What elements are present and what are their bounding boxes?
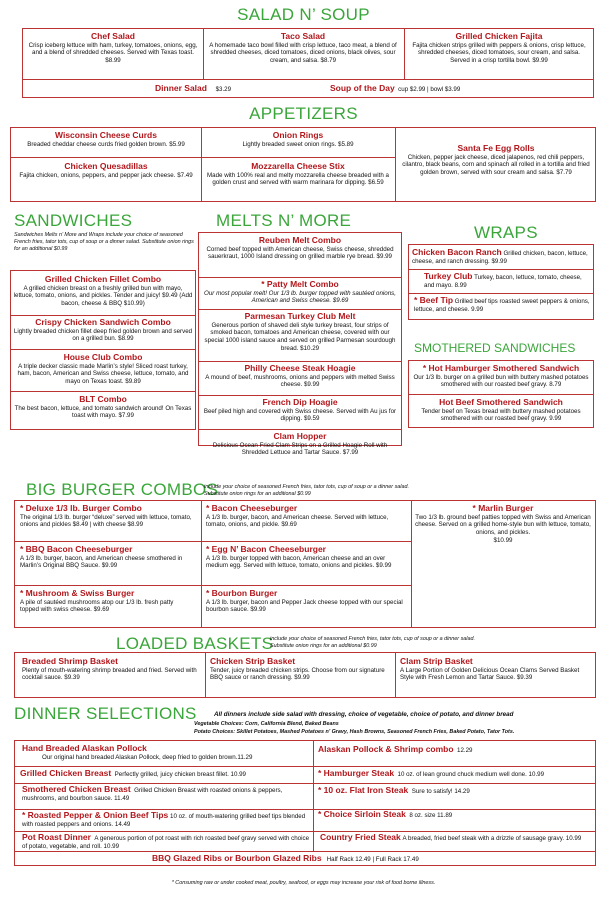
item-desc: A triple decker classic made Marlin’s style! Sliced roast turkey, ham, bacon, American and Swiss cheese, lettuce, tomato, and mayo on Texas toast. $9.89	[17, 362, 189, 386]
menu-item-roasted-beef-tips	[20, 809, 312, 830]
item-name: Breaded Shrimp Basket	[22, 656, 118, 666]
menu-item-grilled-chicken	[20, 768, 246, 779]
item-name: * Egg N’ Bacon Cheeseburger	[206, 544, 326, 554]
menu-item-cheese-curds	[12, 129, 200, 149]
menu-item-bbq-bacon-cheeseburger	[18, 543, 190, 571]
menu-item-blt	[11, 393, 195, 421]
dinner-note: All dinners include side salad with dressing, choice of vegetable, choice of potato, and dinner bread	[214, 711, 514, 718]
item-desc: Fajita chicken, onions, peppers, and pepper jack cheese. $7.49	[19, 171, 193, 179]
item-desc: 10 oz. of mouth-watering grilled beef tips blended with roasted peppers and onions. 14.49	[22, 813, 306, 828]
baskets-note-2: Substitute onion rings for an additional $0.99	[270, 643, 377, 649]
item-name: * Patty Melt Combo	[261, 279, 339, 289]
item-name: Smothered Chicken Breast	[22, 784, 131, 794]
item-desc: A generous portion of pot roast with rich roasted beef gravy served with choice of potato, vegetable, and roll. 10.99	[22, 835, 310, 850]
menu-item-taco-salad	[204, 30, 402, 66]
item-name: * Hot Hamburger Smothered Sandwich	[422, 363, 580, 373]
item-name: * Roasted Pepper & Onion Beef Tips	[22, 810, 169, 820]
menu-item-hot-hamburger	[409, 362, 593, 390]
item-desc: A grilled chicken breast on a freshly grilled bun with mayo, lettuce, tomato, onions, and pickles. Tender and juicy! $9.49 (Add bacon, cheese & BBQ $10.99)	[13, 284, 193, 308]
menu-item-pot-roast	[20, 831, 312, 852]
item-name: Alaskan Pollock & Shrimp combo	[318, 744, 454, 754]
menu-item-patty-melt	[199, 278, 401, 306]
menu-item-crispy-chicken	[11, 316, 195, 344]
item-desc: A breaded, fried beef steak with a drizzle of sausage gravy. 10.99	[402, 835, 582, 842]
item-desc: Lightly breaded chicken fillet deep fried golden brown and served on a grilled bun. $8.99	[13, 327, 193, 343]
appetizers-section-title: APPETIZERS	[249, 104, 358, 123]
item-name: * Choice Sirloin Steak	[318, 809, 406, 819]
menu-item-country-fried-steak	[318, 831, 594, 844]
item-name: Taco Salad	[280, 31, 326, 41]
menu-item-parmesan-turkey	[199, 310, 401, 354]
item-name: Chef Salad	[91, 31, 135, 41]
item-price: $10.99	[493, 536, 513, 544]
menu-item-reuben	[199, 234, 401, 262]
item-name: Turkey Club	[424, 271, 473, 281]
menu-item-smothered-chicken	[20, 783, 312, 804]
item-desc: Our original hand breaded Alaskan Pollock, deep fried to golden brown.11.29	[42, 753, 253, 761]
item-desc: Turkey, bacon, lettuce, tomato, cheese, and mayo. 8.99	[424, 274, 582, 289]
smothered-section-title: SMOTHERED SANDWICHES	[414, 341, 576, 355]
salad-section-title: SALAD N’ SOUP	[237, 5, 370, 24]
item-name: * Bourbon Burger	[206, 588, 278, 598]
menu-item-egg-bacon-cheeseburger	[204, 543, 408, 571]
item-desc: The best bacon, lettuce, and tomato sandwich around! On Texas toast with mayo. $7.99	[14, 404, 192, 420]
menu-item-chicken-bacon-ranch	[410, 246, 592, 267]
menu-item-hamburger-steak	[318, 768, 544, 779]
item-name: Soup of the Day	[330, 83, 395, 93]
item-name: House Club Combo	[63, 352, 143, 362]
menu-item-alaskan-pollock	[20, 742, 310, 762]
menu-item-mozzarella-stix	[202, 160, 394, 188]
menu-item-french-dip	[199, 396, 401, 424]
dinner-veg-choices: Vegetable Choices: Corn, California Blend, Baked Beans	[194, 721, 339, 727]
item-desc: Delicious Ocean Fried Clam Strips on a Grilled Hoagie Roll with Shredded Lettuce and Tartar Sauce. $7.99	[212, 441, 388, 457]
wraps-section-title: WRAPS	[474, 223, 538, 242]
item-name: Grilled Chicken Fajita	[455, 31, 543, 41]
item-desc: 10 oz. of lean ground chuck medium well done. 10.99	[397, 771, 545, 778]
dinner-potato-choices: Potato Choices: Skillet Potatoes, Mashed Potatoes n’ Gravy, Hash Browns, Seasoned French Fries, Baked Potato, Tator Tots.	[194, 729, 515, 735]
item-name: Chicken Strip Basket	[210, 656, 296, 666]
item-name: BLT Combo	[79, 394, 127, 404]
item-desc: A homemade taco bowl filled with crisp lettuce, taco meat, a blend of shredded cheeses, diced tomatoes, diced onions, black olives, sour cream, and salsa. $8.79	[209, 41, 397, 65]
item-desc: Grilled chicken, bacon, lettuce, cheese, and ranch dressing. $9.99	[412, 250, 588, 265]
item-price: $3.29	[215, 86, 232, 93]
item-desc: A 1/3 lb. burger, bacon, and American cheese smothered in Marlin’s Original BBQ Sauce. $9.99	[20, 554, 183, 570]
item-name: Wisconsin Cheese Curds	[55, 130, 157, 140]
item-desc: Our 1/3 lb. burger on a grilled bun with buttery mashed potatoes smothered with our roasted beef gravy. 8.79	[413, 373, 589, 389]
item-desc: Breaded cheddar cheese curds fried golden brown. $5.99	[27, 140, 185, 148]
item-desc: Sure to satisfy! 14.29	[411, 788, 470, 795]
menu-item-hot-beef	[409, 396, 593, 424]
menu-item-mushroom-swiss	[18, 587, 194, 615]
item-name: Hot Beef Smothered Sandwich	[439, 397, 563, 407]
menu-item-ribs	[152, 853, 419, 864]
item-desc: Tender, juicy breaded chicken strips. Choose from our signature BBQ sauce or ranch dressing. $9.99	[210, 666, 385, 682]
burgers-note-1: include your choice of seasoned French fries, tator tots, cup of soup or a dinner salad.	[204, 484, 409, 490]
menu-item-shrimp-basket	[20, 655, 202, 683]
menu-item-chicken-strip-basket	[208, 655, 390, 683]
item-name: Santa Fe Egg Rolls	[457, 143, 535, 153]
item-desc: A 1/3 lb. burger, bacon, and American cheese. Served with lettuce, tomato, onions, and pickle. $9.69	[206, 513, 389, 529]
item-desc: Corned beef topped with American cheese, Swiss cheese, shredded sauerkraut, 1000 Island dressing on grilled marble rye bread. $9.99	[206, 245, 394, 261]
baskets-note-1: include your choice of seasoned French fries, tator tots, cup of soup or a dinner salad.	[270, 636, 475, 642]
item-desc: A mound of beef, mushrooms, onions and peppers with melted Swiss cheese. $9.99	[205, 373, 395, 389]
item-name: Reuben Melt Combo	[258, 235, 342, 245]
item-name: Hand Breaded Alaskan Pollock	[22, 743, 147, 753]
item-desc: Our most popular melt! Our 1/3 lb. burger topped with sautéed onions, American and Swiss cheese. $9.69	[204, 289, 396, 305]
item-name: Grilled Chicken Breast	[20, 768, 112, 778]
menu-item-clam-hopper	[199, 430, 401, 458]
menu-item-turkey-club	[422, 270, 592, 291]
sandwiches-section-title: SANDWICHES	[14, 211, 133, 230]
item-desc: Lightly breaded sweet onion rings. $5.89	[242, 140, 354, 148]
item-name: * Beef Tip	[414, 295, 454, 305]
item-desc: Grilled beef tips roasted sweet peppers & onions, lettuce, and cheese. 9.99	[414, 298, 590, 313]
item-desc-2: Served in a crisp tortilla bowl. $9.99	[450, 57, 548, 65]
item-name: Country Fried Steak	[320, 832, 401, 842]
menu-item-egg-rolls	[397, 142, 595, 178]
menu-item-bourbon-burger	[204, 587, 408, 615]
sandwiches-note: Sandwiches Melts n’ More and Wraps include your choice of seasoned French fries, tator tots, cup of soup or a dinner salad. Substitute onion rings for an additional $0.99	[14, 232, 194, 252]
item-name: Crispy Chicken Sandwich Combo	[35, 317, 171, 327]
item-name: * Bacon Cheeseburger	[206, 503, 298, 513]
item-desc: Made with 100% real and melty mozzarella cheese breaded with a golden crust and served with warm marinara for dipping. $6.59	[207, 171, 389, 187]
item-name: Chicken Bacon Ranch	[412, 247, 502, 257]
menu-item-deluxe-burger	[18, 502, 202, 530]
baskets-section-title: LOADED BASKETS	[116, 634, 274, 653]
item-name: * Mushroom & Swiss Burger	[20, 588, 135, 598]
item-desc: Crisp iceberg lettuce with ham, turkey, tomatoes, onions, egg, and a blend of shredded cheeses. Served with Texas toast. $8.99	[28, 41, 198, 65]
item-desc: A 1/3 lb. burger, bacon and Pepper Jack cheese topped with our special bourbon sauce. $9.99	[206, 598, 403, 614]
item-desc: Two 1/3 lb. ground beef patties topped with Swiss and American cheese. Served on a grilled home-style bun with lettuce, tomato, onions, and pickles.	[415, 513, 591, 537]
item-name: Parmesan Turkey Club Melt	[244, 311, 356, 321]
menu-item-quesadillas	[12, 160, 200, 180]
item-price: 12.29	[457, 747, 473, 754]
item-desc: 8 oz. size 11.89	[409, 812, 453, 819]
item-name: BBQ Glazed Ribs or Bourbon Glazed Ribs	[152, 853, 322, 863]
item-desc: A pile of sautéed mushrooms atop our 1/3 lb. fresh patty topped with swiss cheese. $9.69	[20, 598, 174, 614]
menu-item-dinner-salad	[155, 83, 231, 94]
item-desc: Generous portion of shaved deli style turkey breast, four strips of smoked bacon, tomatoes and American cheese, covered with our special 1000 island sauce and served on grilled Parmesan sourdough bread. $10.29	[204, 321, 396, 352]
dinner-section-title: DINNER SELECTIONS	[14, 704, 197, 723]
item-name: Mozzarella Cheese Stix	[251, 161, 345, 171]
menu-item-chicken-fillet	[11, 273, 195, 309]
menu-item-beef-tip-wrap	[412, 294, 592, 315]
melts-section-title: MELTS N’ MORE	[216, 211, 352, 230]
item-desc: Grilled Chicken Breast with roasted onions & peppers, mushrooms, and bourbon sauce. 11.49	[22, 787, 283, 802]
menu-item-fajita	[405, 30, 593, 66]
menu-item-clam-strip-basket	[398, 655, 592, 683]
item-name: * 10 oz. Flat Iron Steak	[318, 785, 409, 795]
item-desc: Tender beef on Texas bread with buttery mashed potatoes smothered with our roasted beef gravy. 9.99	[421, 407, 581, 423]
menu-item-philly	[199, 362, 401, 390]
item-name: Clam Hopper	[273, 431, 327, 441]
burgers-section-title: BIG BURGER COMBOS	[26, 480, 219, 499]
item-name: Chicken Quesadillas	[64, 161, 148, 171]
item-price: cup $2.99 | bowl $3.99	[398, 86, 461, 93]
menu-item-flat-iron	[318, 785, 470, 796]
menu-item-marlin-burger	[412, 502, 594, 546]
item-desc: A 1/3 lb. burger topped with bacon, American cheese and an over medium egg. Served with lettuce, tomato, onions and pickles. $9.99	[206, 554, 392, 570]
menu-item-onion-rings	[202, 129, 394, 149]
item-name: * BBQ Bacon Cheeseburger	[20, 544, 133, 554]
item-desc: The original 1/3 lb. burger “deluxe” served with lettuce, tomato, onions and pickles $8.49 | with cheese $8.99	[20, 513, 192, 529]
item-name: Pot Roast Dinner	[22, 832, 91, 842]
item-desc: Chicken, pepper jack cheese, diced jalapenos, red chili peppers, cilantro, black beans, corn and spinach all rolled in a tortilla and fried golden brown, served with sour cream and salsa. $7.79	[402, 153, 590, 177]
item-desc: Plenty of mouth-watering shrimp breaded and fried. Served with cocktail sauce. $9.39	[22, 666, 197, 682]
menu-item-soup	[330, 83, 460, 94]
menu-item-house-club	[11, 351, 195, 387]
burgers-note-2: Substitute onion rings for an additional $0.99	[204, 491, 311, 497]
item-name: Philly Cheese Steak Hoagie	[244, 363, 356, 373]
item-name: Onion Rings	[272, 130, 324, 140]
item-name: * Marlin Burger	[472, 503, 534, 513]
item-price: Half Rack 12.49 | Full Rack 17.49	[326, 856, 419, 863]
menu-item-bacon-cheeseburger	[204, 502, 408, 530]
food-safety-disclaimer: * Consuming raw or under cooked meat, poultry, seafood, or eggs may increase your risk of food borne illness.	[171, 880, 436, 886]
menu-item-pollock-shrimp	[318, 744, 473, 755]
item-name: * Deluxe 1/3 lb. Burger Combo	[20, 503, 142, 513]
item-desc: A Large Portion of Golden Delicious Ocean Clams Served Basket Style with Fresh Lemon and Tartar Sauce. $9.39	[400, 666, 580, 682]
item-desc: Fajita chicken strips grilled with peppers & onions, crisp lettuce, shredded cheeses, diced tomatoes, sour cream, and salsa.	[412, 41, 586, 57]
menu-item-chef-salad	[24, 30, 202, 66]
item-name: Grilled Chicken Fillet Combo	[44, 274, 162, 284]
item-name: * Hamburger Steak	[318, 768, 395, 778]
item-desc: Beef piled high and covered with Swiss cheese. Served with Au jus for dipping. $9.59	[203, 407, 397, 423]
item-name: Dinner Salad	[155, 83, 207, 93]
item-name: Clam Strip Basket	[400, 656, 473, 666]
item-desc: Perfectly grilled, juicy chicken breast fillet. 10.99	[114, 771, 246, 778]
item-name: French Dip Hoagie	[262, 397, 338, 407]
menu-item-sirloin	[318, 809, 452, 820]
